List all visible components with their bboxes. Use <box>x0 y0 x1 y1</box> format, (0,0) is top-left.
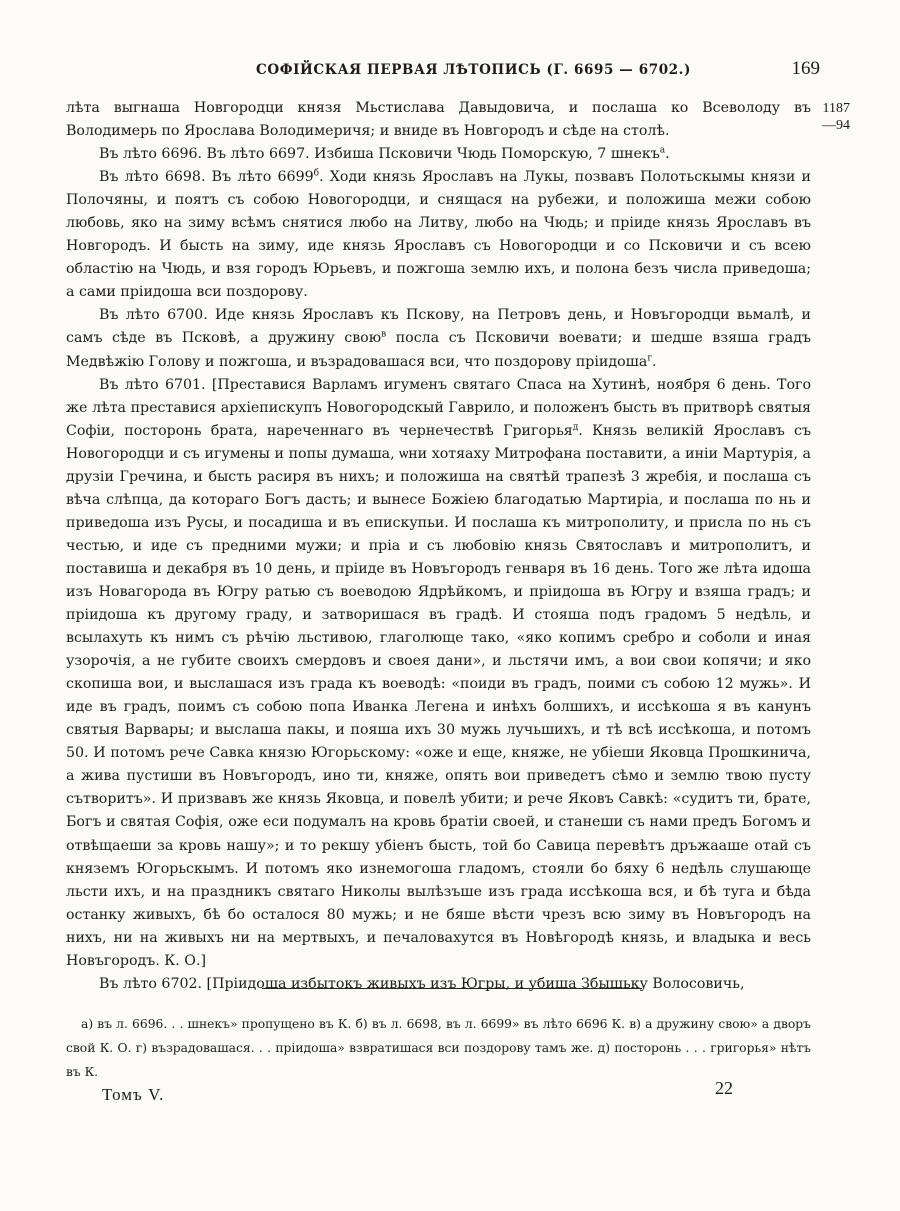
footnote-ref-a: а <box>659 145 666 156</box>
footnote-ref-d: д <box>572 421 579 432</box>
footnotes <box>66 1012 811 1084</box>
running-title: СОФІЙСКАЯ ПЕРВАЯ ЛѢТОПИСЬ (Г. 6695 — 6702.) <box>256 62 691 78</box>
paragraph-continuation: лѣта выгнаша Новгородци князя Мьстислава Давыдовича, и послаша ко Всеволоду въ Володимерь по Ярослава Володимеричя; и вниде въ Новгородъ и сѣде на столѣ. <box>66 100 811 140</box>
footnote-text: а) въ л. 6696. . . шнекъ» пропущено въ К. б) въ л. 6698, въ л. 6699» въ лѣто 6696 К. в) а дружину свою» а дворъ свой К. О. г) възрадовашася. . . пріидоша» взвратишася вси поздорову тамъ же. д) посторонь . . . григорья» нѣтъ въ К. <box>66 1017 811 1079</box>
footnote-divider <box>262 988 642 989</box>
margin-note-line2: —94 <box>822 118 850 133</box>
page-number: 169 <box>791 58 820 79</box>
paragraph-year-6696: Въ лѣто 6696. Въ лѣто 6697. Избиша Псковичи Чюдь Поморскую, 7 шнекъ$^а$. <box>99 145 670 163</box>
footnote-ref-b: б <box>313 168 320 179</box>
margin-note-line1: 1187 <box>822 101 850 116</box>
paragraph-year-6700: Въ лѣто 6700. Иде князь Ярославъ къ Пскову, на Петровъ день, и Новъгородци вьмалѣ, и самъ сѣде въ Псковѣ, а дружину свою$^в$ посла съ Псковичи воевати; и шедше взяша градъ Медвѣжію Голову и пожгоша, и възрадовашася вси, что поздорову пріидоша$^г$. <box>66 307 811 370</box>
margin-year-note <box>814 100 850 134</box>
footnote-ref-v: в <box>381 329 387 340</box>
paragraph-year-6701: Въ лѣто 6701. [Преставися Варламъ игуменъ святаго Спаса на Хутинѣ, ноября 6 день. Того же лѣта преставися архіепискупъ Новогородскый Гаврило, и положенъ бысть въ притворѣ святыя Софіи, посторонь брата, нареченнаго въ чернечествѣ Григорья$^д$. Князь великій Ярославъ съ Новогородци и съ игумены и попы думаша, ѡни хотяаху Митрофана поставити, а иніи Мартурія, а друзіи Гречина, и бысть расиря въ нихъ; и положиша на святѣй трапезѣ 3 жребія, и послаша съ вѣча слѣпца, да котораго Богъ дасть; и вынесе Божіею благодатью Мартиріа, и послаша по нь и приведоша изъ Русы, и посадиша и въ епискупьи. И послаша къ митрополиту, и присла по нь съ честью, и иде съ предними мужи; и пріа и съ любовію князь Святославъ и митрополитъ, и поставиша и декабря въ 10 день, и пріиде въ Новъгородъ генваря въ 16 день. Того же лѣта идоша изъ Новагорода въ Югру ратью съ воеводою Ядрѣйкомъ, и пріидоша въ Югру и взяша градъ; и пріидоша къ другому граду, и затворишася въ градѣ. И стояша подъ градомъ 5 недѣль, и всылахуть къ нимъ съ рѣчію льстивою, глаголюще тако, «яко копимъ сребро и соболи и иная узорочія, а не губите своихъ смердовъ и своея дани», и льстячи имъ, а вои свои копячи; и яко скопиша вои, и выслашася изъ града къ воеводѣ: «поиди въ градъ, поими съ собою 12 мужь». И иде въ градъ, поимъ съ собою попа Иванка Легена и инѣхъ болшихъ, и иссѣкоша я въ канунъ святыя Варвары; и выслаша пакы, и пояша ихъ 30 мужь лучьшихъ, и тѣ всѣ иссѣкоша, и потомъ 50. И потомъ рече Савка князю Югорьскому: «оже и еще, княже, не убіеши Яковца Прошкинича, а жива пустиши въ Новъгородъ, ино ти, княже, опять вои приведетъ сѣмо и землю твою пусту сътворитъ». И призвавъ же князь Яковца, и повелѣ убити; и рече Яковъ Савкѣ: «судитъ ти, брате, Богъ и святая Софія, оже еси подумалъ на кровь братіи своей, и станеши съ нами предъ Богомъ и отвѣщаеши за кровь нашу»; и то рекшу убіенъ бысть, той бо Савица перевѣтъ дръжааше отай съ княземъ Югорьскымъ. И потомъ яко изнемогоша гладомъ, стояли бо бяху 6 недѣль слушающе льсти ихъ, и на праздникъ святаго Николы вылѣзъше изъ града иссѣкоша вся, и бѣ туга и бѣда останку живыхъ, бѣ бо осталося 80 мужь; и не бяше вѣсти чрезъ всю зиму въ Новъгородъ на нихъ, ни на живыхъ ни на мертвыхъ, и печаловахутся въ Новѣгородѣ князь, и владыка и весь Новъгородъ. К. О.] <box>66 376 811 969</box>
footnote-ref-g: г <box>647 352 653 363</box>
chronicle-text <box>66 97 811 996</box>
page-header <box>66 58 820 86</box>
paragraph-year-6698: Въ лѣто 6698. Въ лѣто $6699^б$. Ходи князь Ярославъ на Лукы, позвавъ Полотьскымы князи и Полочяны, и поятъ съ собою Новогородци, и снящася на рубежи, и положиша межи собою любовь, яко на зиму всѣмъ снятися любо на Литву, любо на Чюдь; и пріиде князь Ярославъ въ Новгородъ. И бысть на зиму, иде князь Ярославъ съ Новогородци и со Псковичи и съ всею областію на Чюдь, и взя городъ Юрьевъ, и пожгоша землю ихъ, и полона безъ числа приведоша; а сами пріидоша вси поздорову. <box>66 168 812 301</box>
paragraph-year-6702: Въ лѣто 6702. [Пріидоша избытокъ живыхъ изъ Югры, и убиша Збышьку Волосовичь, <box>99 975 745 992</box>
volume-label: Томъ V. <box>102 1085 165 1104</box>
signature-mark: 22 <box>715 1078 733 1098</box>
